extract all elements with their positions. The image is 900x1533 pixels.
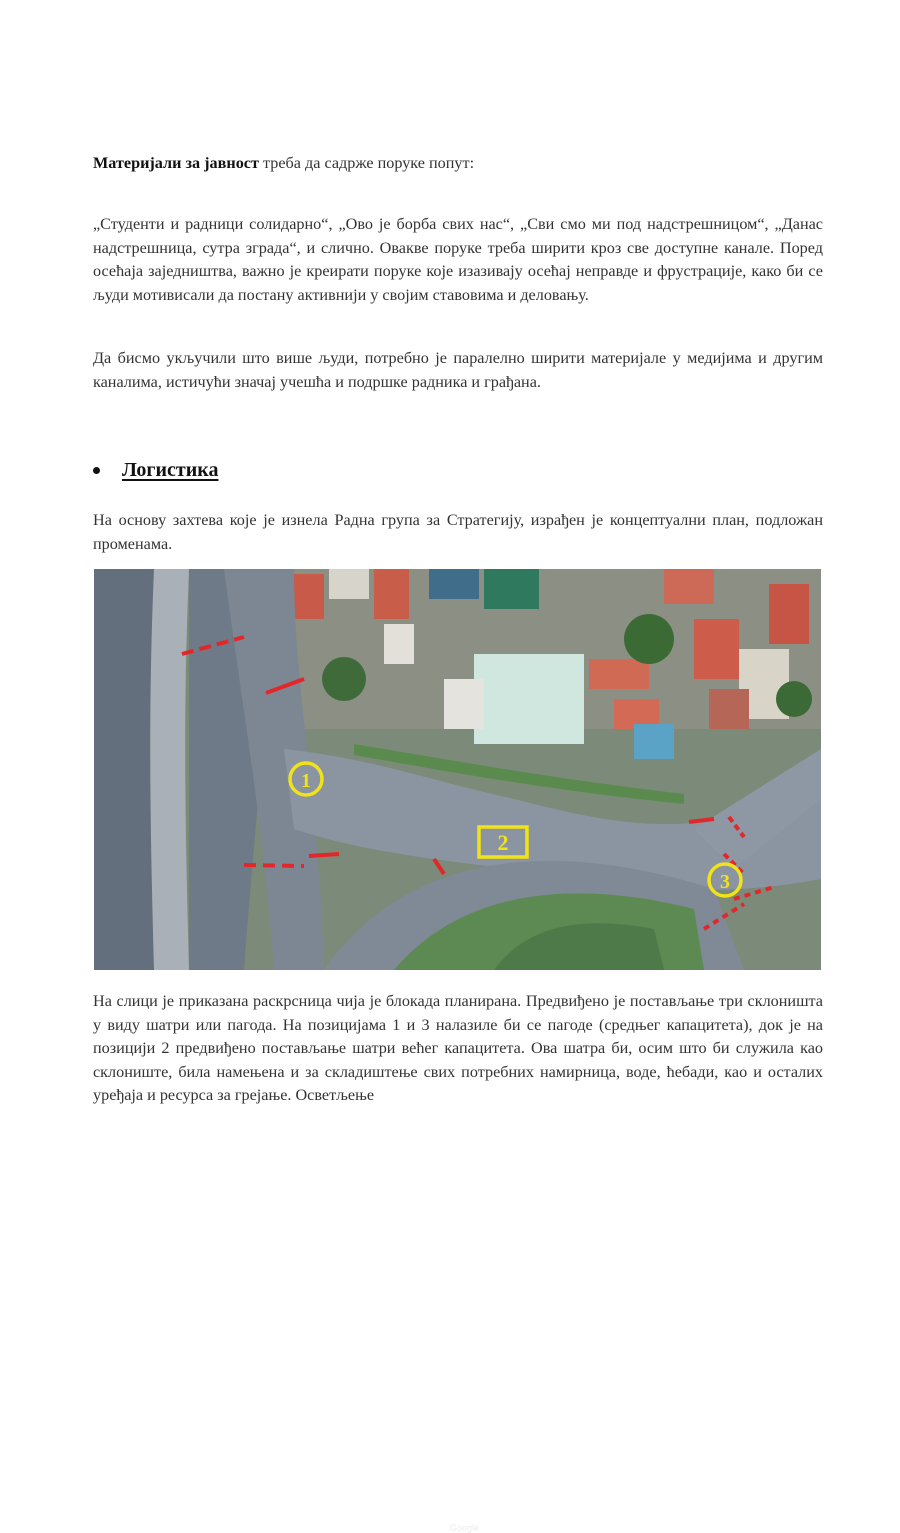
marker-2-label: 2 [497,830,509,855]
logistics-paragraph: На основу захтева које је изнела Радна група за Стратегију, израђен је концептуални план, подложан променама. [93,511,823,553]
lead-bold-text: Материјали за јавност [93,154,259,172]
messages-paragraph: „Студенти и радници солидарно“, „Ово је борба свих нас“, „Сви смо ми под надстрешницом“, „Данас надстрешница, сутра зграда“, и слично. Овакве поруке треба ширити кроз све доступне канале. Поред осећаја заједништва, важно је креирати поруке које изазивају осећај неправде и фрустрације, како би се људи мотивисали да постану активнији у својим ставовима и деловању. [93,215,823,304]
map-watermark: Google [450,1523,480,1533]
inclusion-paragraph: Да бисмо укључили што више људи, потребно је паралелно ширити материјале у медијима и другим каналима, истичући значај учешћа и подршке радника и грађана. [93,349,823,391]
marker-3-label: 3 [720,871,730,893]
lead-sentence [93,152,823,176]
section-heading-logistics [93,459,218,482]
marker-1-label: 1 [301,770,311,792]
section-heading-text: Логистика [122,459,219,481]
lead-rest-text: треба да садрже поруке попут: [258,154,475,172]
bullet-icon [93,467,100,474]
figure-description-paragraph: На слици је приказана раскрсница чија је блокада планирана. Предвиђено је постављање три склоништа у виду шатри или пагода. На позицијама 1 и 3 налазиле би се пагоде (средњег капацитета), док је на позицији 2 предвиђено постављање шатри већег капацитета. Ова шатра би, осим што би служила као склониште, била намењена и за складиштење свих потребних намирница, воде, ћебади, као и осталих уређаја и ресурса за грејање. Осветљење [93,992,823,1104]
